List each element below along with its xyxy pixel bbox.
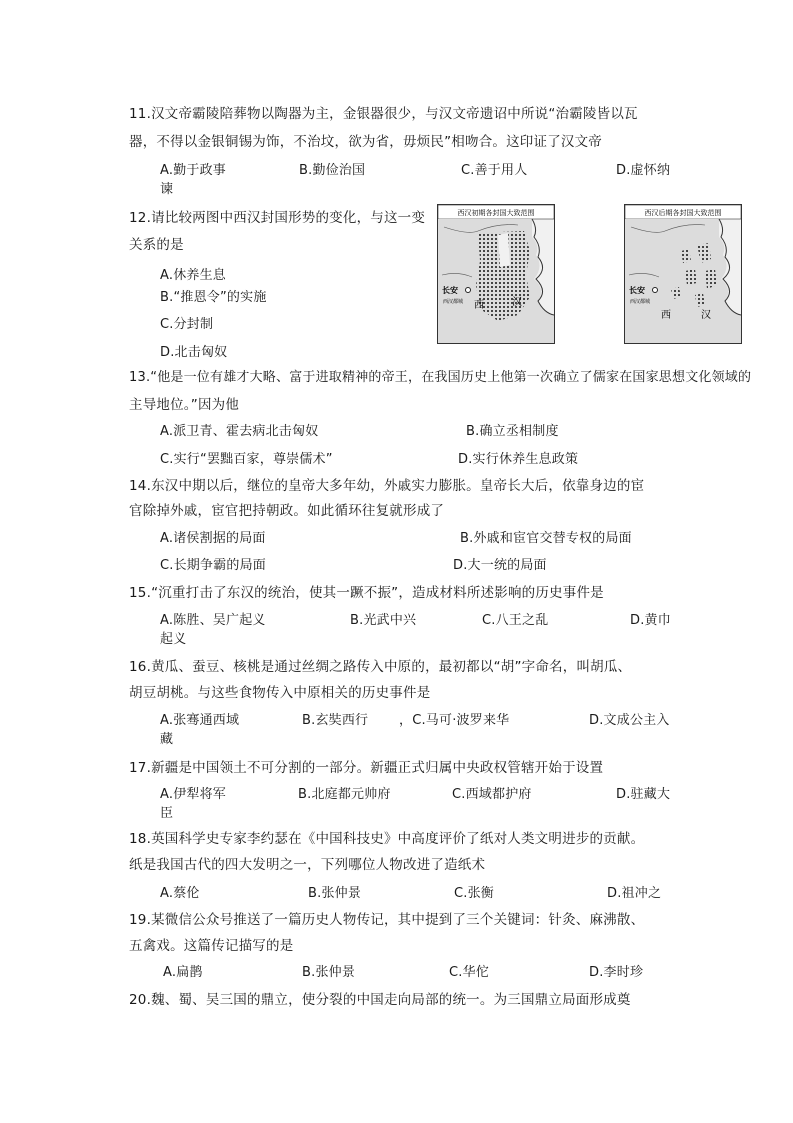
q11-option-d-cont: 谏 [160, 182, 174, 197]
q11-option-c[interactable]: C.善于用人 [461, 163, 528, 178]
map2-label-han: 汉 [701, 310, 711, 321]
q20-stem-line1: 20.魏、蜀、吴三国的鼎立，使分裂的中国走向局部的统一。为三国鼎立局面形成奠 [129, 992, 631, 1008]
q13-option-d[interactable]: D.实行休养生息政策 [458, 452, 579, 467]
q15-option-b[interactable]: B.光武中兴 [350, 613, 417, 628]
q16-stem-line2: 胡豆胡桃。与这些食物传入中原相关的历史事件是 [129, 685, 431, 701]
q19-option-c[interactable]: C.华佗 [449, 965, 490, 980]
q16-option-a[interactable]: A.张骞通西域 [160, 713, 240, 728]
q12-stem-line2: 关系的是 [129, 237, 184, 253]
q12-option-d[interactable]: D.北击匈奴 [160, 345, 228, 360]
q13-option-a[interactable]: A.派卫青、霍去病北击匈奴 [160, 424, 319, 439]
q18-option-b[interactable]: B.张仲景 [308, 886, 362, 901]
q11-option-b[interactable]: B.勤俭治国 [299, 163, 366, 178]
q18-stem-line1: 18.英国科学史专家李约瑟在《中国科技史》中高度评价了纸对人类文明进步的贡献。 [129, 831, 645, 847]
q19-stem-line2: 五禽戏。这篇传记描写的是 [129, 938, 294, 954]
q16-stem-line1: 16.黄瓜、蚕豆、核桃是通过丝绸之路传入中原的，最初都以“胡”字命名，叫胡瓜、 [129, 659, 632, 675]
map2-title: 西汉后期各封国大致范围 [644, 209, 722, 217]
q19-option-d[interactable]: D.李时珍 [589, 965, 644, 980]
q15-option-c[interactable]: C.八王之乱 [482, 613, 549, 628]
q15-option-a[interactable]: A.陈胜、吴广起义 [160, 613, 266, 628]
map2-city-sub: 西汉都城 [630, 299, 651, 305]
q14-option-a[interactable]: A.诸侯割据的局面 [160, 531, 266, 546]
q13-stem-line2: 主导地位。”因为他 [129, 397, 240, 413]
q19-option-a[interactable]: A.扁鹊 [163, 965, 203, 980]
q13-stem-line1: 13.“他是一位有雄才大略、富于进取精神的帝王，在我国历史上他第一次确立了儒家在国家思想文化领域的 [129, 370, 752, 385]
q14-stem-line1: 14.东汉中期以后，继位的皇帝大多年幼，外戚实力膨胀。皇帝长大后，依靠身边的宦 [129, 478, 645, 494]
q11-stem-line1: 11.汉文帝霸陵陪葬物以陶器为主，金银器很少，与汉文帝遗诏中所说“治霸陵皆以瓦 [129, 106, 638, 122]
q14-option-d[interactable]: D.大一统的局面 [453, 558, 547, 573]
q11-stem-line2: 器，不得以金银铜锡为饰，不治坟，欲为省，毋烦民”相吻合。这印证了汉文帝 [129, 134, 602, 150]
map1-city-label: 长安 [442, 286, 458, 295]
map1-city-sub: 西汉都城 [443, 299, 464, 305]
q16-option-d[interactable]: D.文成公主入 [589, 713, 670, 728]
map1-title: 西汉初期各封国大致范围 [457, 209, 535, 217]
q14-option-c[interactable]: C.长期争霸的局面 [160, 558, 267, 573]
q16-option-c[interactable]: ，C.马可·波罗来华 [399, 713, 510, 728]
q12-stem-line1: 12.请比较两图中西汉封国形势的变化，与这一变 [129, 210, 426, 226]
q13-option-b[interactable]: B.确立丞相制度 [466, 424, 559, 439]
q17-option-d-cont: 臣 [160, 806, 174, 821]
map2-label-xi: 西 [661, 310, 671, 321]
q17-option-c[interactable]: C.西域都护府 [452, 787, 532, 802]
map2-city-label: 长安 [629, 286, 645, 295]
q15-option-d-cont: 起义 [160, 632, 187, 647]
q18-option-a[interactable]: A.蔡伦 [160, 886, 200, 901]
q15-stem-line1: 15.“沉重打击了东汉的统治，使其一蹶不振”，造成材料所述影响的历史事件是 [129, 585, 604, 601]
map-early-western-han [437, 204, 555, 344]
q17-option-d[interactable]: D.驻藏大 [616, 787, 671, 802]
map1-label-xi: 西 [474, 300, 484, 311]
q14-option-b[interactable]: B.外戚和宦官交替专权的局面 [460, 531, 632, 546]
map1-label-han: 汉 [512, 297, 522, 308]
q16-option-d-cont: 藏 [160, 732, 174, 747]
q12-option-c[interactable]: C.分封制 [160, 317, 214, 332]
q11-option-a[interactable]: A.勤于政事 [160, 163, 226, 178]
q18-option-d[interactable]: D.祖冲之 [607, 886, 662, 901]
q16-option-b[interactable]: B.玄奘西行 [302, 713, 369, 728]
q17-stem-line1: 17.新疆是中国领土不可分割的一部分。新疆正式归属中央政权管辖开始于设置 [129, 760, 604, 776]
q13-option-c[interactable]: C.实行“罢黜百家，尊崇儒术” [160, 452, 333, 467]
q17-option-a[interactable]: A.伊犁将军 [160, 787, 226, 802]
q11-option-d[interactable]: D.虚怀纳 [616, 163, 671, 178]
q19-option-b[interactable]: B.张仲景 [302, 965, 356, 980]
q15-option-d[interactable]: D.黄巾 [630, 613, 671, 628]
q12-option-b[interactable]: B.“推恩令”的实施 [160, 290, 267, 305]
q12-option-a[interactable]: A.休养生息 [160, 268, 226, 283]
q18-stem-line2: 纸是我国古代的四大发明之一，下列哪位人物改进了造纸术 [129, 857, 486, 873]
q19-stem-line1: 19.某微信公众号推送了一篇历史人物传记，其中提到了三个关键词：针灸、麻沸散、 [129, 912, 645, 928]
q17-option-b[interactable]: B.北庭都元帅府 [298, 787, 391, 802]
q14-stem-line2: 官除掉外戚，宦官把持朝政。如此循环往复就形成了 [129, 503, 445, 519]
map-late-western-han [624, 204, 742, 344]
q18-option-c[interactable]: C.张衡 [454, 886, 495, 901]
